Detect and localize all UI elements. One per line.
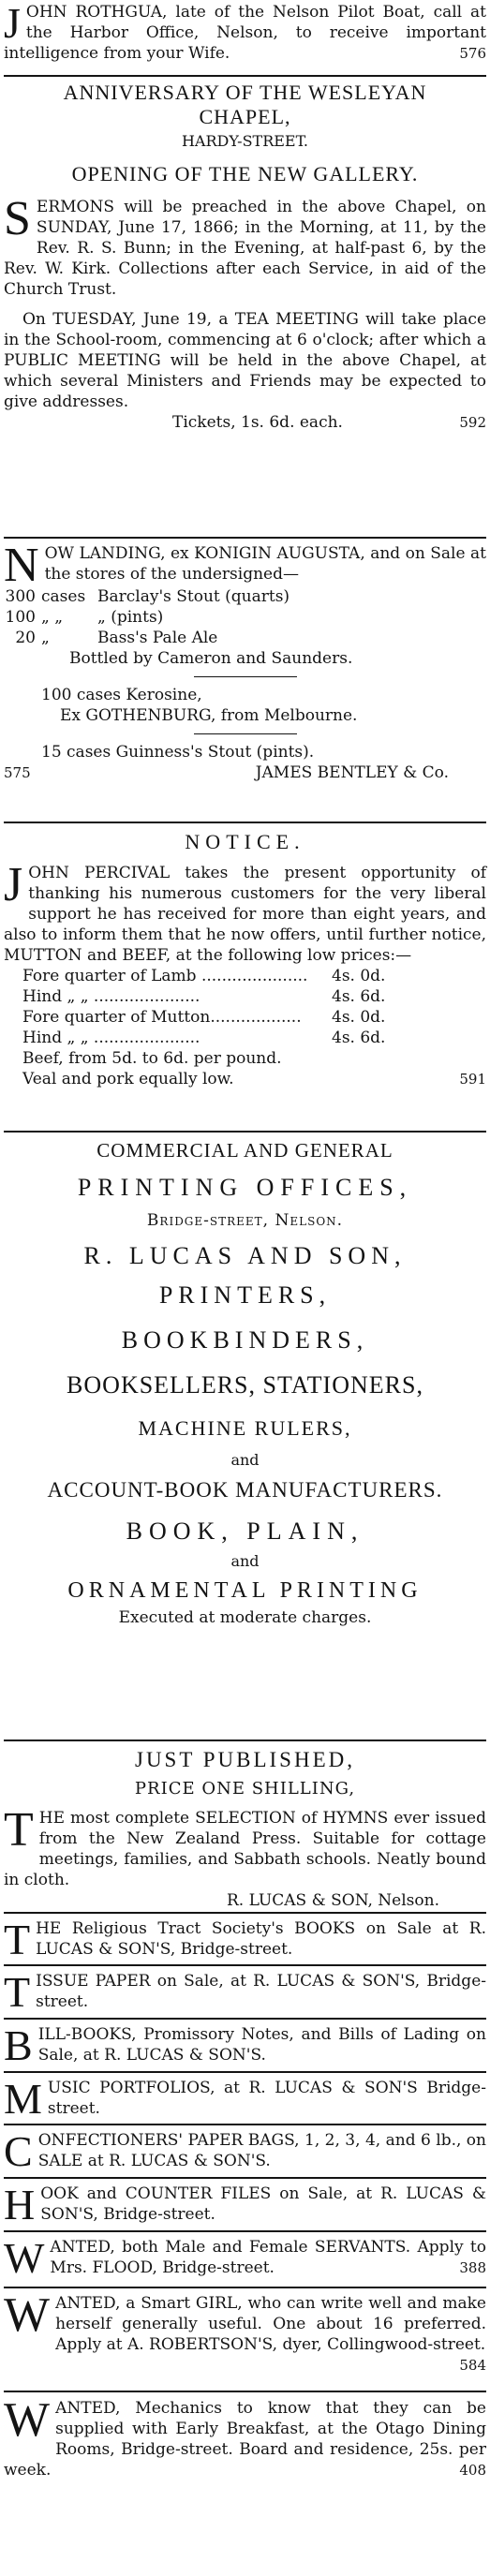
ad-hook bbox=[4, 2181, 486, 2228]
ad-bills bbox=[4, 2021, 486, 2069]
veal-price: Veal and pork equally low. bbox=[22, 1070, 234, 1088]
ad-text: ANTED, a Smart GIRL, who can write well and make herself generally useful. One about 16 preferred. Apply at A. ROBERTSON'S, dyer, Collingwood-street. bbox=[55, 2294, 486, 2354]
drop-cap: T bbox=[4, 1803, 34, 1857]
divider bbox=[4, 2124, 486, 2125]
ad-text: ISSUE PAPER on Sale, at R. LUCAS & SON'S, Bridge-street. bbox=[36, 1972, 486, 2011]
cargo-line: 300 cases Barclay's Stout (quarts) bbox=[5, 587, 290, 606]
price-row: Fore quarter of Lamb ..................... 4s. 0d. bbox=[22, 967, 386, 985]
ad-number: 584 bbox=[459, 2357, 486, 2374]
divider bbox=[4, 2177, 486, 2179]
drop-cap: W bbox=[4, 2234, 45, 2282]
ad-tagline: Executed at moderate charges. bbox=[118, 1608, 372, 1627]
ad-line: ORNAMENTAL PRINTING bbox=[67, 1578, 423, 1603]
ad-notice bbox=[4, 829, 486, 1089]
price-row: Hind „ „ ..................... 4s. 6d. bbox=[22, 987, 386, 1006]
kerosine-line: 100 cases Kerosine, bbox=[41, 686, 202, 704]
drop-cap: W bbox=[4, 2393, 51, 2447]
ad-line: COMMERCIAL AND GENERAL bbox=[97, 1139, 393, 1162]
ad-servants bbox=[4, 2234, 486, 2282]
ad-paragraph: OHN PERCIVAL takes the present opportunity of thanking his numerous customers for the very liberal support he has received for more than eight years, and also to inform them that he now offers, until further notice, MUTTON and BEEF, at the following low prices:— bbox=[4, 864, 486, 965]
ad-number: 408 bbox=[459, 2462, 486, 2479]
divider bbox=[4, 2391, 486, 2392]
ad-music bbox=[4, 2075, 486, 2123]
ad-mechanics bbox=[4, 2393, 486, 2480]
price-row: Fore quarter of Mutton.................. 4s. 0d. bbox=[22, 1008, 386, 1027]
tickets-price: Tickets, 1s. 6d. each. bbox=[172, 413, 343, 432]
ad-text: HE Religious Tract Society's BOOKS on Sale at R. LUCAS & SON'S, Bridge-street. bbox=[36, 1919, 486, 1959]
ad-street: HARDY-STREET. bbox=[181, 132, 309, 150]
ad-number: 576 bbox=[459, 45, 486, 62]
divider bbox=[194, 733, 297, 734]
price-list bbox=[4, 966, 486, 1048]
ad-text: ONFECTIONERS' PAPER BAGS, 1, 2, 3, 4, and 6 lb., on SALE at R. LUCAS & SON'S. bbox=[37, 2131, 486, 2170]
ad-text: OOK and COUNTER FILES on Sale, at R. LUCAS & SON'S, Bridge-street. bbox=[40, 2184, 486, 2224]
divider bbox=[4, 1912, 486, 1914]
cargo-line: 20 „ Bass's Pale Ale bbox=[15, 629, 218, 647]
ad-number: 575 bbox=[4, 764, 31, 781]
ad-title-line2: CHAPEL, bbox=[199, 105, 291, 128]
price-row: Hind „ „ ..................... 4s. 6d. bbox=[22, 1029, 386, 1047]
ad-line: R. LUCAS AND SON, bbox=[83, 1242, 407, 1269]
ad-number: 592 bbox=[459, 414, 486, 431]
ad-line: PRINTERS, bbox=[158, 1281, 332, 1309]
ad-bentley bbox=[4, 539, 486, 783]
ad-signature: R. LUCAS & SON, Nelson. bbox=[226, 1891, 439, 1910]
divider bbox=[4, 1740, 486, 1741]
ad-signature: JAMES BENTLEY & Co. bbox=[255, 763, 449, 782]
ad-rothgua bbox=[4, 2, 486, 64]
ad-paragraph: ERMONS will be preached in the above Chapel, on SUNDAY, June 17, 1866; in the Morning, at 11, by the Rev. R. S. Bunn; in the Evening, at half-past 6, by the Rev. W. Kirk. Collections after each Service, in aid of the Church Trust. bbox=[4, 198, 486, 299]
divider bbox=[4, 822, 486, 823]
ad-line: BOOKSELLERS, STATIONERS, bbox=[67, 1371, 423, 1399]
beef-price: Beef, from 5d. to 6d. per pound. bbox=[22, 1049, 282, 1068]
ad-number: 591 bbox=[459, 1071, 486, 1088]
ad-title: ANNIVERSARY OF THE WESLEYAN bbox=[63, 81, 427, 104]
ad-connector: and bbox=[230, 1451, 260, 1469]
ad-heading: JUST PUBLISHED, bbox=[135, 1748, 355, 1771]
ad-text: USIC PORTFOLIOS, at R. LUCAS & SON'S Bridge-street. bbox=[47, 2079, 486, 2118]
divider bbox=[4, 2287, 486, 2288]
bottled-note: Bottled by Cameron and Saunders. bbox=[69, 649, 353, 668]
drop-cap: W bbox=[4, 2288, 51, 2342]
ad-paragraph: HE most complete SELECTION of HYMNS ever issued from the New Zealand Press. Suitable for cottage meetings, families, and Sabbath schools. Neatly bound in cloth. bbox=[4, 1809, 486, 1889]
ad-number: 388 bbox=[459, 2259, 486, 2276]
ad-price: PRICE ONE SHILLING, bbox=[134, 1779, 356, 1799]
ad-line: MACHINE RULERS, bbox=[138, 1416, 352, 1440]
kerosine-source: Ex GOTHENBURG, from Melbourne. bbox=[60, 706, 358, 725]
divider bbox=[4, 2018, 486, 2020]
drop-cap: J bbox=[4, 0, 21, 47]
cargo-line: 100 „ „ „ (pints) bbox=[5, 608, 164, 627]
ad-girl bbox=[4, 2288, 486, 2376]
drop-cap: T bbox=[4, 1916, 31, 1963]
ad-connector: and bbox=[230, 1552, 260, 1570]
ad-line: BOOKBINDERS, bbox=[121, 1326, 369, 1354]
ad-text: OHN ROTHGUA, late of the Nelson Pilot Boat, call at the Harbor Office, Nelson, to receive important intelligence from your Wife. bbox=[4, 3, 486, 63]
drop-cap: M bbox=[4, 2075, 42, 2123]
divider bbox=[4, 1964, 486, 1966]
ad-line: PRINTING OFFICES, bbox=[77, 1174, 413, 1201]
ad-line: BOOK, PLAIN, bbox=[126, 1517, 364, 1545]
divider bbox=[4, 1131, 486, 1133]
drop-cap: B bbox=[4, 2021, 33, 2069]
ad-line: ACCOUNT-BOOK MANUFACTURERS. bbox=[47, 1478, 443, 1502]
divider bbox=[4, 75, 486, 77]
ad-heading: NOTICE. bbox=[185, 830, 305, 853]
drop-cap: H bbox=[4, 2181, 36, 2228]
guinness-line: 15 cases Guinness's Stout (pints). bbox=[41, 743, 315, 762]
ad-lucas-printing bbox=[4, 1137, 486, 1628]
ad-tract bbox=[4, 1916, 486, 1963]
drop-cap: N bbox=[4, 539, 39, 592]
ad-wesleyan bbox=[4, 81, 486, 433]
cargo-list bbox=[4, 586, 486, 669]
divider bbox=[4, 2071, 486, 2073]
ad-subtitle: OPENING OF THE NEW GALLERY. bbox=[71, 162, 419, 185]
ad-hymns bbox=[4, 1746, 486, 1911]
divider bbox=[194, 676, 297, 677]
drop-cap: T bbox=[4, 1968, 31, 2016]
ad-confectioners bbox=[4, 2127, 486, 2175]
ad-text: ILL-BOOKS, Promissory Notes, and Bills of Lading on Sale, at R. LUCAS & SON'S. bbox=[37, 2025, 486, 2065]
drop-cap: J bbox=[4, 858, 23, 911]
divider bbox=[4, 2230, 486, 2232]
ad-address: Bridge-street, Nelson. bbox=[146, 1211, 344, 1230]
ad-text: ANTED, Mechanics to know that they can be supplied with Early Breakfast, at the Otago Dining Rooms, Bridge-street. Board and residence, 25s. per week. bbox=[4, 2399, 486, 2480]
ad-intro: OW LANDING, ex KONIGIN AUGUSTA, and on Sale at the stores of the undersigned— bbox=[44, 544, 486, 584]
ad-tissue bbox=[4, 1968, 486, 2016]
drop-cap: C bbox=[4, 2127, 33, 2175]
ad-text: ANTED, both Male and Female SERVANTS. Apply to Mrs. FLOOD, Bridge-street. bbox=[50, 2238, 486, 2277]
divider bbox=[4, 537, 486, 539]
ad-paragraph-2: On TUESDAY, June 19, a TEA MEETING will take place in the School-room, commencing at 6 o'clock; after which a PUBLIC MEETING will be held in the above Chapel, at which several Ministers and Friends may be expected to give addresses. bbox=[4, 310, 486, 411]
drop-cap: S bbox=[4, 192, 31, 245]
